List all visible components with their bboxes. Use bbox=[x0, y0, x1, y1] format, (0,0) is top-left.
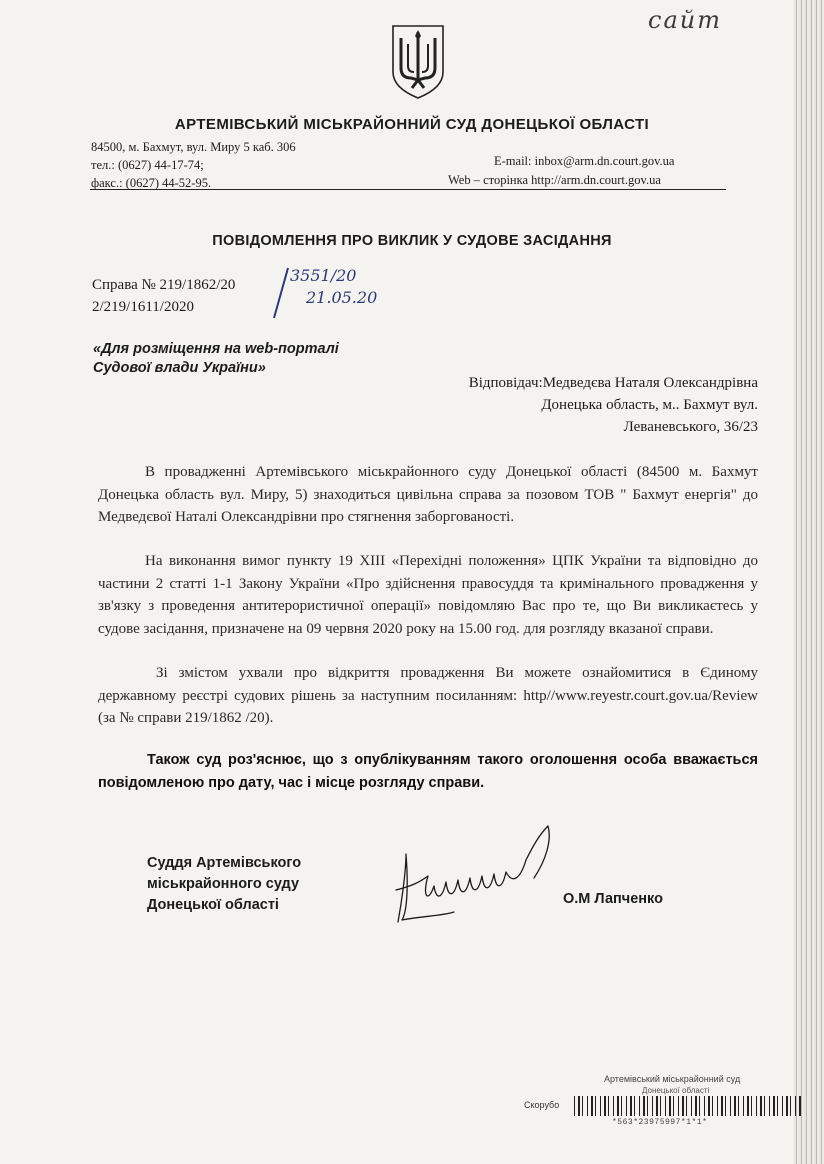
handwritten-signature bbox=[362, 820, 562, 930]
recipient-name: Відповідач:Медведєва Наталя Олександрівна bbox=[468, 375, 758, 391]
receipt-stamp-region: Донецької області bbox=[642, 1086, 710, 1095]
court-fax: факс.: (0627) 44-52-95. bbox=[91, 176, 212, 190]
judge-title-line1: Суддя Артемівського bbox=[147, 855, 302, 871]
notice-title: ПОВІДОМЛЕННЯ ПРО ВИКЛИК У СУДОВЕ ЗАСІДАННЯ bbox=[212, 233, 612, 249]
handwritten-slash-icon bbox=[270, 266, 292, 320]
recipient-address-line2: Леваневського, 36/23 bbox=[623, 419, 758, 435]
case-number: Справа № 219/1862/20 bbox=[92, 277, 236, 293]
recipient-address-line1: Донецька область, м.. Бахмут вул. bbox=[541, 397, 758, 413]
barcode-icon bbox=[574, 1096, 802, 1116]
judge-name: О.М Лапченко bbox=[563, 891, 663, 907]
judge-title-line3: Донецької області bbox=[147, 897, 279, 913]
paragraph-summons: На виконання вимог пункту 19 XIII «Перехідні положення» ЦПК України та відповідно до частини 2 статті 1-1 Закону України «Про здійснення правосуддя та кримінального провадження у зв'язку з проведення антитерористичної операції» повідомляю Вас про те, що Ви викликаєтесь у судове засідання, призначене на 09 червня 2020 року на 15.00 год. для розгляду вказаної справи. bbox=[98, 553, 758, 637]
court-address: 84500, м. Бахмут, вул. Миру 5 каб. 306 bbox=[91, 140, 296, 154]
receipt-stamp-court: Артемівський міськрайонний суд bbox=[604, 1074, 741, 1084]
paragraph-registry-link: Зі змістом ухвали про відкриття провадження Ви можете ознайомитися в Єдиному державному реєстрі судових рішень за наступним посиланням: http//www.reyestr.court.gov.ua/Review (за № справи 219/1862 /20). bbox=[98, 665, 758, 726]
portal-note-line2: Судової влади України» bbox=[93, 360, 266, 376]
court-name: АРТЕМІВСЬКИЙ МІСЬКРАЙОННИЙ СУД ДОНЕЦЬКОЇ ОБЛАСТІ bbox=[174, 116, 650, 133]
judge-title-line2: міськрайонного суду bbox=[147, 876, 300, 892]
judge-title bbox=[147, 853, 301, 916]
handwritten-date: 21.05.20 bbox=[306, 288, 378, 307]
barcode-number: *563*23975997*1*1* bbox=[612, 1118, 708, 1127]
trident-emblem-icon bbox=[389, 22, 447, 100]
case-number-internal: 2/219/1611/2020 bbox=[92, 299, 194, 315]
paragraph-case-info: В провадженні Артемівського міськрайонного суду Донецької області (84500 м. Бахмут Донецька область вул. Миру, 5) знаходиться цивільна справа за позовом ТОВ " Бахмут енергія" до Медведєвої Наталі Олександрівни про стягнення заборгованості. bbox=[98, 464, 758, 525]
court-phone: тел.: (0627) 44-17-74; bbox=[91, 158, 204, 172]
paragraph-notice-effect: Також суд роз'яснює, що з опублікуванням такого оголошення особа вважається повідомленою про дату, час і місце розгляду справи. bbox=[98, 752, 758, 791]
header-divider bbox=[90, 189, 726, 190]
handwritten-reference: 3551/20 bbox=[290, 266, 357, 285]
court-email: E-mail: inbox@arm.dn.court.gov.ua bbox=[494, 154, 675, 168]
scan-label: Скорубо bbox=[524, 1100, 560, 1110]
handwritten-corner-note: сайт bbox=[648, 6, 722, 34]
court-website: Web – сторінка http://arm.dn.court.gov.ua bbox=[448, 173, 661, 187]
portal-note-line1: «Для розміщення на web-порталі bbox=[93, 341, 339, 357]
paper-stack-edge bbox=[794, 0, 824, 1164]
